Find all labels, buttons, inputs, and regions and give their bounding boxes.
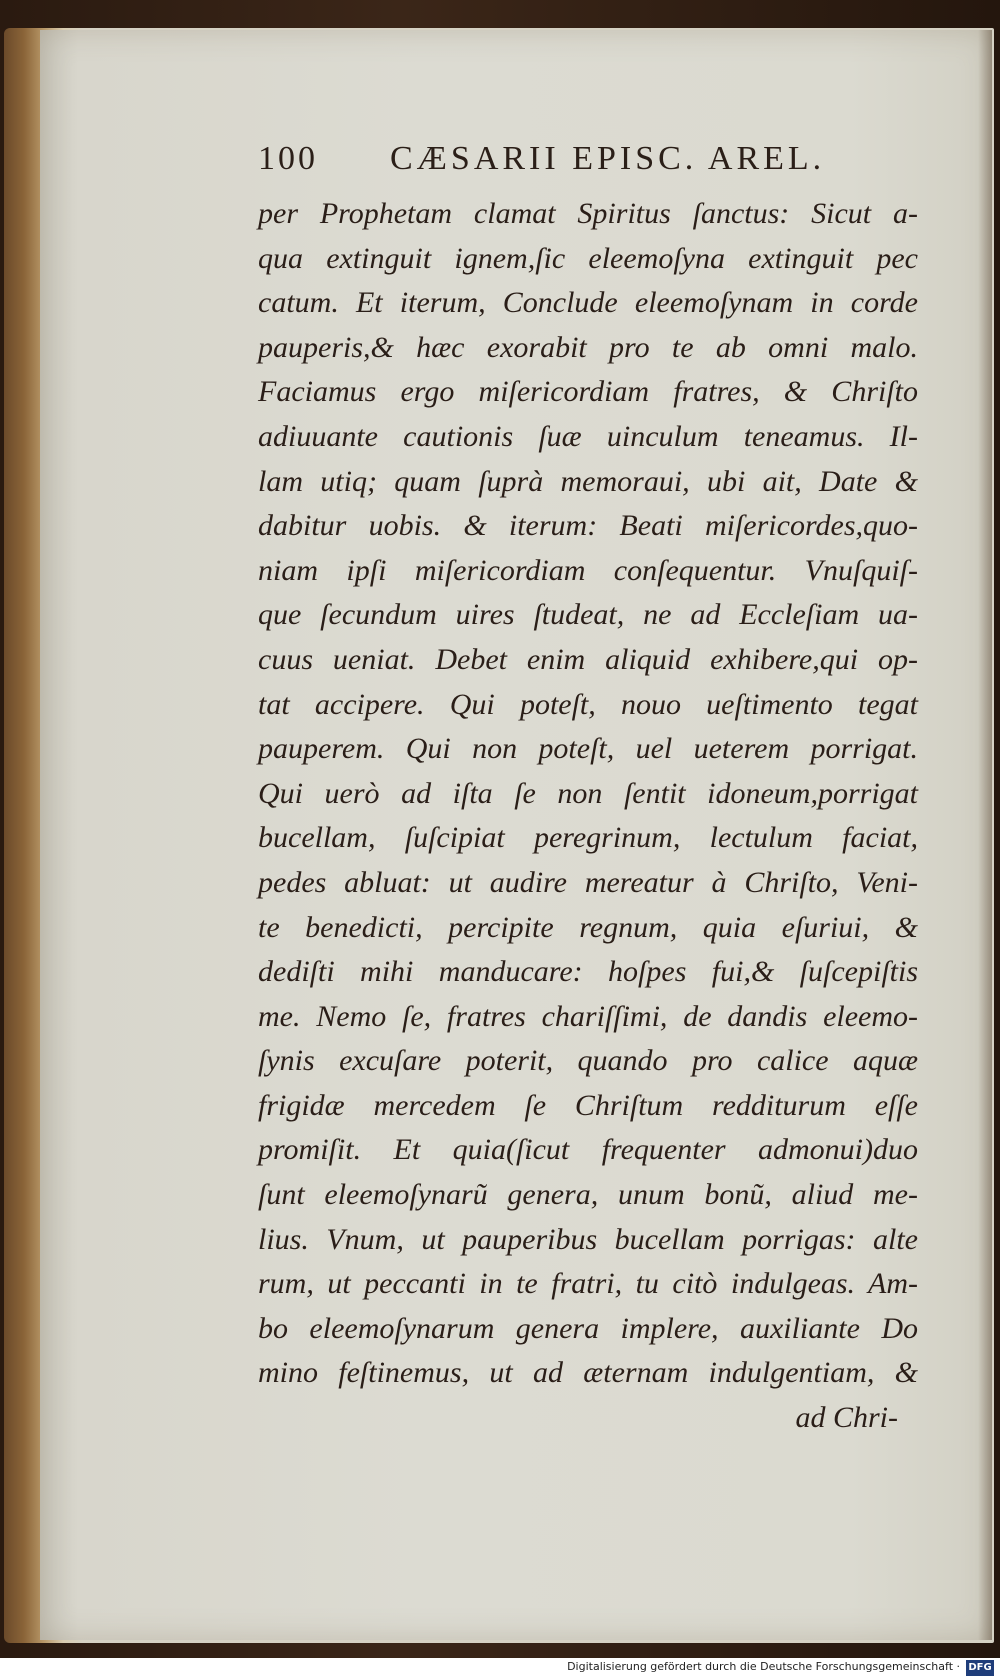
page-number: 100 xyxy=(258,140,318,177)
text-line: per Prophetam clamat Spiritus ſanctus: Sicut a- xyxy=(258,197,918,230)
text-line: mino feſtinemus, ut ad æternam indulgentiam, & xyxy=(258,1356,918,1390)
text-line: catum. Et iterum, Conclude eleemoſynam in corde xyxy=(258,286,918,320)
text-line: lam utiq; quam ſuprà memoraui, ubi ait, Date & xyxy=(258,464,918,498)
text-line: dabitur uobis. & iterum: Beati miſericordes,quo- xyxy=(258,509,918,543)
text-line: qua extinguit ignem,ſic eleemoſyna extinguit pec xyxy=(258,241,918,275)
text-line: cuus ueniat. Debet enim aliquid exhibere,qui op- xyxy=(258,642,918,676)
text-line: adiuuante cautionis ſuæ uinculum teneamus. Il- xyxy=(258,419,918,453)
text-line: Faciamus ergo miſericordiam fratres, & Chriſto xyxy=(258,375,918,409)
text-line: te benedicti, percipite regnum, quia eſuriui, & xyxy=(258,910,918,944)
text-line: tat accipere. Qui poteſt, nouo ueſtimento tegat xyxy=(258,687,918,721)
text-line: pauperis,& hæc exorabit pro te ab omni malo. xyxy=(258,330,918,364)
text-line: lius. Vnum, ut pauperibus bucellam porrigas: alte xyxy=(258,1222,918,1256)
catchword: ad Chri- xyxy=(795,1401,898,1435)
footer-bar xyxy=(0,1658,1000,1680)
text-line: bucellam, ſuſcipiat peregrinum, lectulum faciat, xyxy=(258,821,918,855)
running-head: CÆSARII EPISC. AREL. xyxy=(390,140,826,177)
page-gutter-shadow xyxy=(978,30,992,1640)
text-line: frigidæ mercedem ſe Chriſtum redditurum eſſe xyxy=(258,1088,918,1122)
page-header xyxy=(258,140,868,188)
text-line: Qui uerò ad iſta ſe non ſentit idoneum,porrigat xyxy=(258,776,918,810)
text-line: niam ipſi miſericordiam conſequentur. Vnuſquiſ- xyxy=(258,553,918,587)
text-line: promiſit. Et quia(ſicut frequenter admonui)duo xyxy=(258,1133,918,1167)
text-line: ſynis excuſare poterit, quando pro calice aquæ xyxy=(258,1044,918,1078)
text-line: me. Nemo ſe, fratres chariſſimi, de dandis eleemo- xyxy=(258,999,918,1033)
text-line: dediſti mihi manducare: hoſpes fui,& ſuſcepiſtis xyxy=(258,955,918,989)
text-line: ſunt eleemoſynarũ genera, unum bonũ, aliud me- xyxy=(258,1178,918,1212)
text-line: rum, ut peccanti in te fratri, tu citò indulgeas. Am- xyxy=(258,1267,918,1301)
text-line: que ſecundum uires ſtudeat, ne ad Eccleſiam ua- xyxy=(258,598,918,632)
text-line: pauperem. Qui non poteſt, uel ueterem porrigat. xyxy=(258,732,918,766)
body-text xyxy=(258,192,918,1441)
funding-notice: Digitalisierung gefördert durch die Deutsche Forschungsgemeinschaft · xyxy=(567,1660,960,1673)
text-line: bo eleemoſynarum genera implere, auxiliante Do xyxy=(258,1311,918,1345)
text-line: pedes abluat: ut audire mereatur à Chriſto, Veni- xyxy=(258,865,918,899)
dfg-logo: DFG xyxy=(966,1660,994,1676)
